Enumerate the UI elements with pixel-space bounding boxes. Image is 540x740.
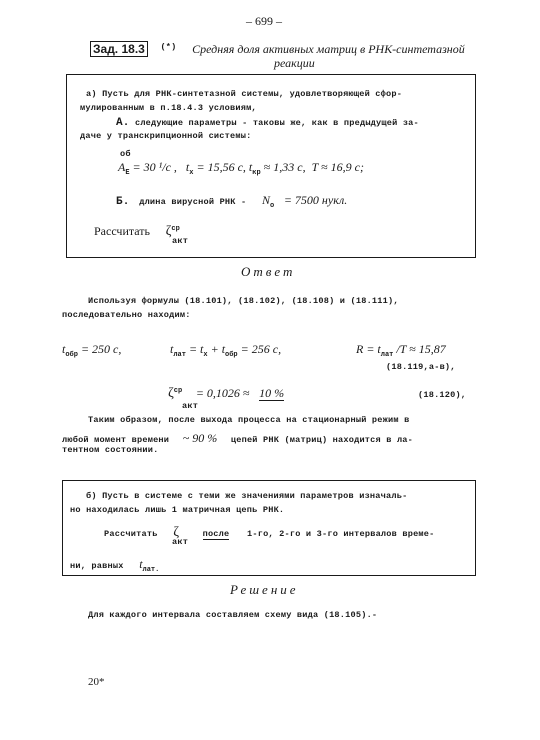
formula-tkr: t <box>248 160 253 174</box>
box-a-zeta: ζ <box>165 224 172 239</box>
box-a-b-line: Б. длина вирусной РНК - $N_o = 7500$ нукл. <box>116 193 348 210</box>
box-b-line4: ни, равных $t_{лат.}$ <box>70 557 160 574</box>
eq-ref2: (18.120), <box>418 390 467 400</box>
solution-line: Для каждого интервала составляем схему вида (18.105).- <box>88 610 378 620</box>
formula-sup-ob: об <box>120 149 131 159</box>
formula-row: $A_E = 30$ ¹/с , $t_x = 15,56$ с, $t_{кр} \approx 1,33$ с, T ≈ 16,9 с; <box>118 160 364 177</box>
formula-A: A <box>118 160 126 174</box>
task-title-line1: Средняя доля активных матриц в РНК-синтетазной <box>192 42 465 56</box>
box-a-intro-line1: а) Пусть для РНК-синтетазной системы, удовлетворяющей сфор- <box>86 89 403 99</box>
eq-ref1: (18.119,а-в), <box>386 362 456 372</box>
box-a-a-letter: А. <box>116 117 130 129</box>
eq-tobr: $t_{обр} = 250$ с, <box>62 342 122 359</box>
box-a-calc: Рассчитать $\zeta^{ср}$ <box>94 224 180 239</box>
box-b-zeta: ζ <box>173 525 179 540</box>
formula-tx: t <box>185 160 190 174</box>
conclusion-percent: ~ 90 % <box>182 431 218 445</box>
box-a-zeta-sub: акт <box>172 236 189 246</box>
box-a-intro-line2: мулированным в п.18.4.3 условиям, <box>80 103 257 113</box>
answer-heading: Ответ <box>241 264 296 279</box>
box-a-a-line2: даче у транскрипционной системы: <box>80 131 252 141</box>
zeta-result: $\zeta^{ср} = 0,1026 \approx 10$ % <box>168 386 285 401</box>
box-b-after: после <box>202 529 230 539</box>
answer-line2: последовательно находим: <box>62 310 191 320</box>
zeta-percent: 10 % <box>259 386 285 400</box>
conclusion-line2: любой момент времени ~ 90 % цепей РНК (матриц) находится в ла- <box>62 431 414 445</box>
box-b-tag: б) <box>86 491 97 501</box>
box-a-a-line1: А. следующие параметры - таковы же, как в предыдущей за- <box>116 117 419 129</box>
box-a-tag: а) <box>86 89 97 99</box>
task-mark: (*) <box>160 42 177 52</box>
solution-heading: Решение <box>230 582 299 597</box>
task-title-line2: реакции <box>274 56 315 70</box>
footer-mark: 20* <box>88 676 105 688</box>
page-number: – 699 – <box>246 14 282 28</box>
eq-tlat: $t_{лат} = t_x + t_{обр} = 256$ с, <box>170 342 282 359</box>
conclusion-line1: Таким образом, после выхода процесса на стационарный режим в <box>88 415 410 425</box>
box-b-calc-label: Рассчитать <box>104 529 158 539</box>
answer-line1: Используя формулы (18.101), (18.102), (18.108) и (18.111), <box>88 296 399 306</box>
N0-symbol: N <box>261 193 270 207</box>
formula-T: T ≈ 16,9 с; <box>311 160 364 174</box>
box-b-calc: Рассчитать ζ после 1-го, 2-го и 3-го интервалов време- <box>104 525 435 540</box>
box-b-tlat: t <box>139 557 143 571</box>
box-b-line2: но находилась лишь 1 матричная цепь РНК. <box>70 505 285 515</box>
answer-zeta: ζ <box>168 386 174 401</box>
N0-value: = 7500 нукл. <box>283 193 348 207</box>
eq-R: $R = t_{лат}$ /T ≈ 15,87 <box>356 342 446 359</box>
conclusion-line3: тентном состоянии. <box>62 445 159 455</box>
box-b-line1: б) Пусть в системе с теми же значениями параметров изначаль- <box>86 491 408 501</box>
box-a-calc-label: Рассчитать <box>94 224 150 238</box>
box-b-zeta-sub: акт <box>172 537 189 547</box>
box-a-b-letter: Б. <box>116 196 130 208</box>
answer-zeta-sub: акт <box>182 401 199 411</box>
task-label: Зад. 18.3 <box>90 41 148 57</box>
